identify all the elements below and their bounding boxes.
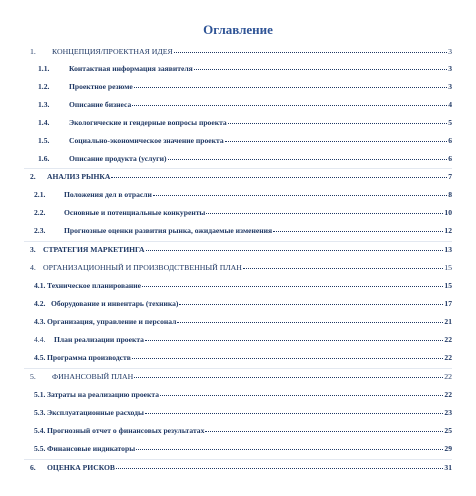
dot-leader	[177, 322, 443, 323]
dot-leader	[146, 250, 444, 251]
toc-entry-number: 4.2.	[34, 299, 46, 308]
toc-entry-number: 2.	[30, 172, 36, 181]
toc-entry-page: 6	[448, 136, 452, 145]
dot-leader	[168, 159, 448, 160]
dot-leader	[111, 177, 447, 178]
toc-entry-title: Техническое планирование	[47, 281, 142, 290]
dot-leader	[136, 449, 443, 450]
toc-entry-title: Финансовые индикаторы	[47, 444, 136, 453]
toc-entry-title: ОЦЕНКА РИСКОВ	[47, 463, 115, 472]
toc-entry-title: Программа производств	[47, 353, 131, 362]
toc-entry-number: 4.5.	[34, 353, 46, 362]
dot-leader	[243, 268, 443, 269]
dot-leader	[153, 195, 447, 196]
toc-entry-page: 21	[444, 317, 452, 326]
toc-entry-page: 3	[448, 64, 452, 73]
toc-entry-page: 31	[444, 463, 452, 472]
toc-entry-page: 23	[444, 408, 452, 417]
dot-leader	[116, 468, 443, 469]
toc-entry-page: 3	[448, 82, 452, 91]
dot-leader	[228, 123, 447, 124]
dot-leader	[174, 52, 447, 53]
toc-entry-5-5[interactable]	[34, 441, 452, 457]
dot-leader	[160, 395, 443, 396]
dot-leader	[134, 377, 443, 378]
toc-entry-number: 1.2.	[38, 82, 50, 91]
toc-entry-1-3[interactable]	[38, 97, 452, 113]
toc-entry-number: 6.	[30, 463, 36, 472]
toc-entry-1-5[interactable]	[38, 133, 452, 149]
toc-entry-title: Экологические и гендерные вопросы проекта	[69, 118, 227, 127]
toc-entry-1-4[interactable]	[38, 115, 452, 131]
toc-entry-2-3[interactable]	[34, 223, 452, 239]
toc-entry-page: 22	[444, 390, 452, 399]
toc-entry-title: СТРАТЕГИЯ МАРКЕТИНГА	[43, 245, 145, 254]
toc-entry-number: 5.	[30, 372, 36, 381]
toc-entry-2[interactable]	[30, 169, 452, 185]
toc-entry-page: 17	[444, 299, 452, 308]
toc-entry-title: Прогнозный отчет о финансовых результатах	[47, 426, 205, 435]
toc-entry-page: 4	[448, 100, 452, 109]
dot-leader	[179, 304, 443, 305]
dot-leader	[145, 340, 443, 341]
toc-entry-page: 15	[444, 281, 452, 290]
toc-entry-number: 3.	[30, 245, 36, 254]
toc-entry-4-4[interactable]	[34, 332, 452, 348]
toc-entry-5-3[interactable]	[34, 405, 452, 421]
toc-entry-title: Описание продукта (услуги)	[69, 154, 167, 163]
toc-entry-title: Положения дел в отрасли	[64, 190, 152, 199]
toc-entry-number: 4.4.	[34, 335, 46, 344]
toc-entry-title: Проектное резюме	[69, 82, 133, 91]
toc-entry-number: 4.3.	[34, 317, 46, 326]
toc-entry-page: 22	[444, 353, 452, 362]
toc-entry-title: Организация, управление и персонал	[47, 317, 177, 326]
toc-entry-page: 12	[444, 226, 452, 235]
toc-entry-number: 5.1.	[34, 390, 46, 399]
toc-entry-number: 4.	[30, 263, 36, 272]
toc-entry-number: 2.2.	[34, 208, 46, 217]
toc-entry-page: 6	[448, 154, 452, 163]
toc-title: Оглавление	[203, 22, 273, 37]
dot-leader	[134, 87, 447, 88]
toc-entry-title: Контактная информация заявителя	[69, 64, 193, 73]
toc-entry-page: 22	[444, 335, 452, 344]
toc-entry-title: Прогнозные оценки развития рынка, ожидаемые изменения	[64, 226, 273, 235]
toc-entry-3[interactable]	[30, 242, 452, 258]
toc-entry-5-1[interactable]	[34, 387, 452, 403]
toc-entry-number: 1.5.	[38, 136, 50, 145]
toc-entry-page: 13	[444, 245, 452, 254]
toc-entry-title: ОРГАНИЗАЦИОННЫЙ И ПРОИЗВОДСТВЕННЫЙ ПЛАН	[43, 263, 242, 272]
toc-entry-page: 10	[444, 208, 452, 217]
toc-entry-page: 15	[444, 263, 452, 272]
dot-leader	[273, 231, 443, 232]
toc-entry-5-4[interactable]	[34, 423, 452, 439]
toc-entry-number: 1.3.	[38, 100, 50, 109]
toc-entry-number: 1.1.	[38, 64, 50, 73]
toc-entry-4-2[interactable]	[34, 296, 452, 312]
dot-leader	[194, 69, 448, 70]
toc-entry-title: Оборудование и инвентарь (техника)	[51, 299, 179, 308]
dot-leader	[225, 141, 448, 142]
toc-entry-page: 8	[448, 190, 452, 199]
toc-entry-page: 5	[448, 118, 452, 127]
toc-entry-number: 2.3.	[34, 226, 46, 235]
toc-entry-number: 5.5.	[34, 444, 46, 453]
dot-leader	[142, 286, 443, 287]
toc-entry-title: Основные и потенциальные конкуренты	[64, 208, 206, 217]
toc-entry-page: 22	[444, 372, 452, 381]
toc-entry-number: 1.4.	[38, 118, 50, 127]
toc-entry-number: 2.1.	[34, 190, 46, 199]
toc-entry-1[interactable]	[30, 44, 452, 60]
toc-entry-2-2[interactable]	[34, 205, 452, 221]
toc-entry-title: КОНЦЕПЦИЯ/ПРОЕКТНАЯ ИДЕЯ	[52, 47, 173, 56]
toc-entry-title: Описание бизнеса	[69, 100, 132, 109]
toc-entry-title: Эксплуатационные расходы	[47, 408, 144, 417]
toc-entry-page: 7	[448, 172, 452, 181]
toc-entry-page: 3	[448, 47, 452, 56]
toc-entry-number: 1.	[30, 47, 36, 56]
toc-entry-1-2[interactable]	[38, 79, 452, 95]
toc-entry-number: 5.3.	[34, 408, 46, 417]
toc-entry-page: 29	[444, 444, 452, 453]
toc-entry-title: План реализации проекта	[54, 335, 144, 344]
dot-leader	[132, 105, 447, 106]
toc-entry-2-1[interactable]	[34, 187, 452, 203]
dot-leader	[206, 213, 443, 214]
toc-entry-number: 4.1.	[34, 281, 46, 290]
toc-entry-4-1[interactable]	[34, 278, 452, 294]
dot-leader	[205, 431, 443, 432]
toc-entry-title: Затраты на реализацию проекта	[47, 390, 160, 399]
toc-entry-number: 5.4.	[34, 426, 46, 435]
toc-entry-title: АНАЛИЗ РЫНКА	[47, 172, 111, 181]
toc-entry-title: Социально-экономическое значение проекта	[69, 136, 224, 145]
toc-entry-5[interactable]	[30, 369, 452, 385]
toc-entry-page: 25	[444, 426, 452, 435]
toc-entry-1-6[interactable]	[38, 151, 452, 167]
toc-entry-4[interactable]	[30, 260, 452, 276]
toc-entry-6[interactable]	[30, 460, 452, 476]
dot-leader	[145, 413, 444, 414]
toc-entry-4-3[interactable]	[34, 314, 452, 330]
toc-entry-1-1[interactable]	[38, 61, 452, 77]
toc-entry-number: 1.6.	[38, 154, 50, 163]
dot-leader	[132, 358, 444, 359]
toc-entry-title: ФИНАНСОВЫЙ ПЛАН	[52, 372, 134, 381]
toc-entry-4-5[interactable]	[34, 350, 452, 366]
